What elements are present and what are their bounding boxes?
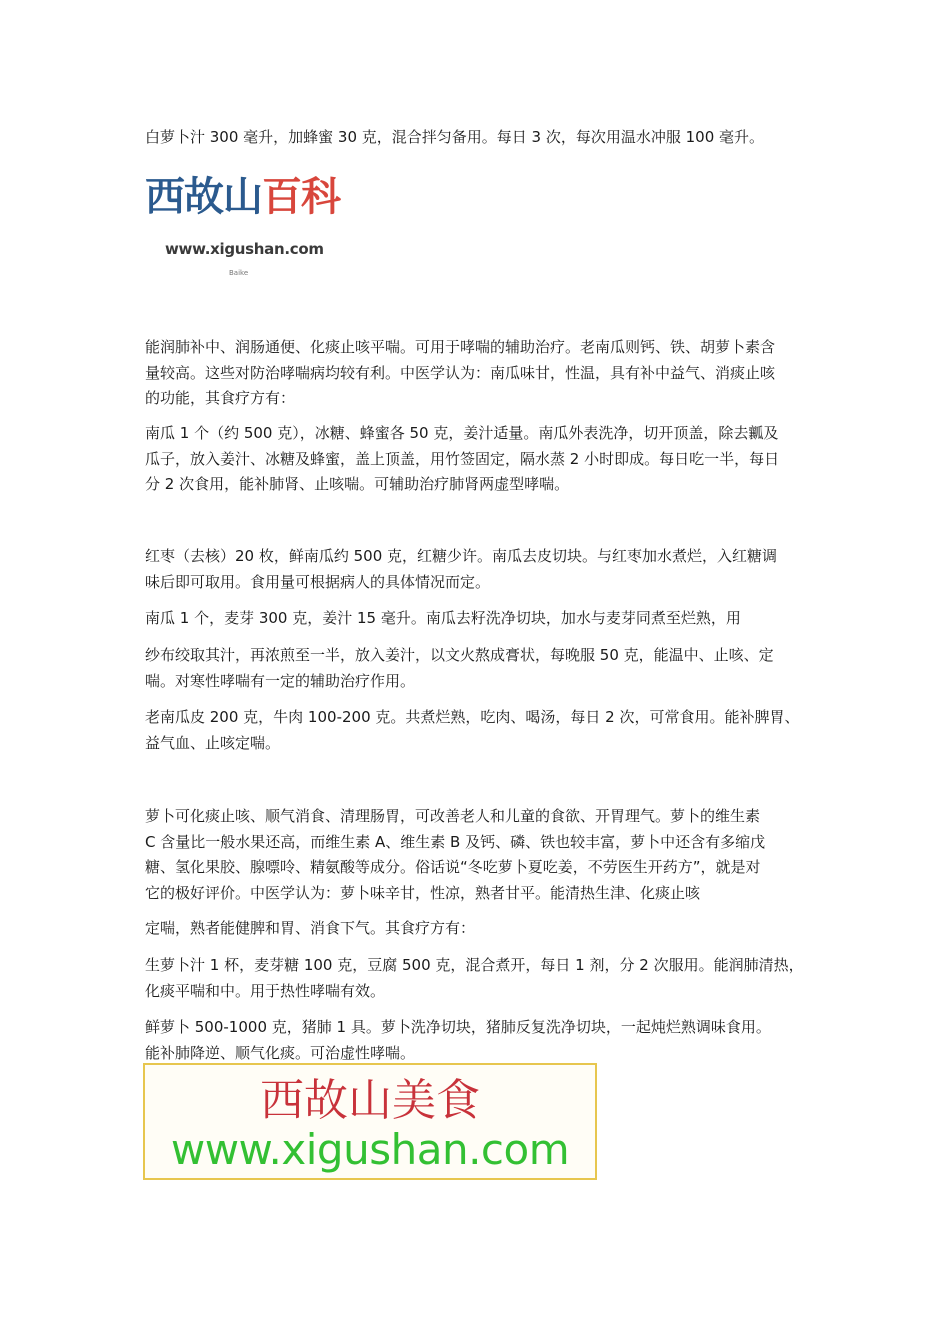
paragraph-pumpkin-intro: 能润肺补中、润肠通便、化痰止咳平喘。可用于哮喘的辅助治疗。老南瓜则钙、铁、胡萝卜素含 量较高。这些对防治哮喘病均较有利。中医学认为：南瓜味甘，性温，具有补中益气、消痰止咳 的功能，其食疗方有： (145, 338, 776, 407)
paragraph-radish-intro-cont: 定喘，熟者能健脾和胃、消食下气。其食疗方有： (145, 919, 476, 937)
baike-logo-name (145, 172, 340, 222)
paragraph-pumpkin-recipe-3a: 南瓜 1 个，麦芽 300 克，姜汁 15 毫升。南瓜去籽洗净切块，加水与麦芽同煮至烂熟，用 (145, 609, 741, 627)
paragraph-radish-intro: 萝卜可化痰止咳、顺气消食、清理肠胃，可改善老人和儿童的食欲、开胃理气。萝卜的维生素 C 含量比一般水果还高，而维生素 A、维生素 B 及钙、磷、铁也较丰富，萝卜中还含有多缩戊 糖、氢化果胶、腺嘌呤、精氨酸等成分。俗话说“冬吃萝卜夏吃姜，不劳医生开药方”，就是对 它的极好评价。中医学认为：萝卜味辛甘，性凉，熟者甘平。能清热生津、化痰止咳 (145, 807, 766, 902)
paragraph-radish-recipe-1: 生萝卜汁 1 杯，麦芽糖 100 克，豆腐 500 克，混合煮开，每日 1 剂，分 2 次服用。能润肺清热， 化痰平喘和中。用于热性哮喘有效。 (145, 956, 804, 1000)
paragraph-radish-honey: 白萝卜汁 300 毫升，加蜂蜜 30 克，混合拌匀备用。每日 3 次，每次用温水冲服 100 毫升。 (145, 128, 765, 146)
meishi-banner-name: 西故山美食 (260, 1075, 480, 1126)
paragraph-pumpkin-recipe-3b: 纱布绞取其汁，再浓煎至一半，放入姜汁，以文火熬成膏状，每晚服 50 克，能温中、止咳、定 喘。对寒性哮喘有一定的辅助治疗作用。 (145, 646, 774, 690)
paragraph-pumpkin-recipe-2: 红枣（去核）20 枚，鲜南瓜约 500 克，红糖少许。南瓜去皮切块。与红枣加水煮烂，入红糖调 味后即可取用。食用量可根据病人的具体情况而定。 (145, 547, 778, 591)
meishi-banner (143, 1063, 597, 1180)
baike-logo-url: www.xigushan.com (165, 240, 324, 258)
baike-logo (145, 172, 345, 284)
baike-logo-name-blue: 西故山 (145, 174, 262, 220)
baike-logo-sub: Baike (229, 269, 249, 277)
baike-logo-name-red: 百科 (262, 174, 340, 220)
paragraph-radish-recipe-2: 鲜萝卜 500-1000 克，猪肺 1 具。萝卜洗净切块，猪肺反复洗净切块，一起炖烂熟调味食用。 能补肺降逆、顺气化痰。可治虚性哮喘。 (145, 1018, 771, 1062)
paragraph-pumpkin-recipe-1: 南瓜 1 个（约 500 克），冰糖、蜂蜜各 50 克，姜汁适量。南瓜外表洗净，切开顶盖，除去瓤及 瓜子，放入姜汁、冰糖及蜂蜜，盖上顶盖，用竹签固定，隔水蒸 2 小时即成。每日吃一半，每日 分 2 次食用，能补肺肾、止咳喘。可辅助治疗肺肾两虚型哮喘。 (145, 424, 780, 493)
meishi-banner-url: www.xigushan.com (170, 1125, 570, 1174)
paragraph-pumpkin-recipe-4: 老南瓜皮 200 克，牛肉 100-200 克。共煮烂熟，吃肉、喝汤，每日 2 次，可常食用。能补脾胃、 益气血、止咳定喘。 (145, 708, 800, 752)
